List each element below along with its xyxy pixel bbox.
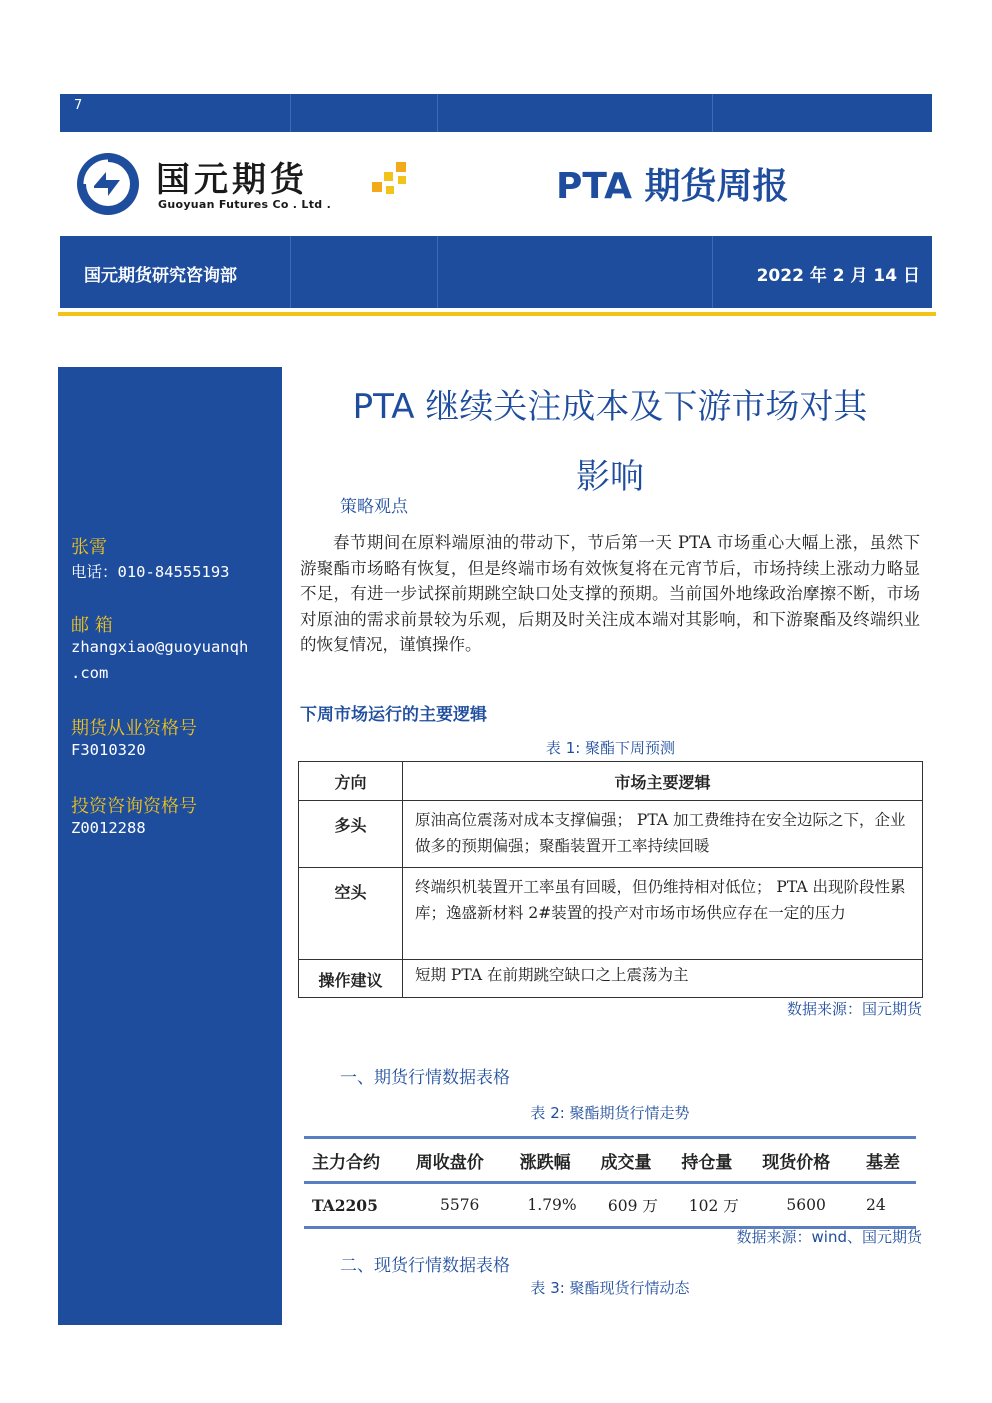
contract-cell: TA2205 <box>304 1183 408 1228</box>
logic-cell: 原油高位震荡对成本支撑偏强； PTA 加工费维持在安全边际之下，企业做多的预期偏强；聚酯装置开工率持续回暖 <box>403 801 923 868</box>
strategy-heading: 策略观点 <box>340 497 408 517</box>
table-row <box>299 868 923 960</box>
company-logo-icon <box>74 150 142 218</box>
top-bar <box>60 94 932 132</box>
forecast-table <box>298 761 923 998</box>
table-header-cell: 现货价格 <box>754 1138 858 1183</box>
author-sidebar <box>58 367 282 1325</box>
report-date: 2022 年 2 月 14 日 <box>756 266 920 286</box>
email-label: 邮 箱 <box>71 615 113 636</box>
divider <box>437 236 438 308</box>
logic-cell: 终端织机装置开工率虽有回暖，但仍维持相对低位； PTA 出现阶段性累库；逸盛新材料 2#装置的投产对市场市场供应存在一定的压力 <box>403 868 923 960</box>
report-title: PTA 期货周报 <box>556 166 789 207</box>
divider <box>290 236 291 308</box>
department-name: 国元期货研究咨询部 <box>84 266 237 286</box>
table-header-cell: 方向 <box>299 762 403 801</box>
table-header-cell: 周收盘价 <box>408 1138 512 1183</box>
author-name: 张霄 <box>71 537 107 558</box>
table-row <box>299 960 923 998</box>
article-title-line-2: 影响 <box>576 457 644 497</box>
article-title <box>300 372 920 512</box>
spot-price-cell: 5600 <box>754 1183 858 1228</box>
company-name-cn: 国元期货 <box>156 160 308 200</box>
table2-caption: 表 2: 聚酯期货行情走势 <box>530 1104 690 1122</box>
volume-cell: 609 万 <box>592 1183 673 1228</box>
table-header-row <box>304 1138 916 1183</box>
divider <box>437 94 438 132</box>
invest-cert-value: Z0012288 <box>71 819 146 837</box>
email-line-1: zhangxiao@guoyuanqh <box>71 638 249 656</box>
table-header-cell: 成交量 <box>592 1138 673 1183</box>
table1-source: 数据来源：国元期货 <box>786 1000 922 1018</box>
basis-cell: 24 <box>858 1183 916 1228</box>
department-bar <box>60 236 932 308</box>
divider <box>712 94 713 132</box>
table-header-cell: 主力合约 <box>304 1138 408 1183</box>
futures-table <box>304 1136 916 1229</box>
divider <box>290 94 291 132</box>
gold-divider <box>58 312 936 316</box>
table-header-row <box>299 762 923 801</box>
page-number: 7 <box>74 98 83 113</box>
email-line-2: .com <box>71 664 109 682</box>
company-name-en: Guoyuan Futures Co . Ltd . <box>158 198 332 211</box>
article-title-line-1: PTA 继续关注成本及下游市场对其 <box>352 387 868 427</box>
direction-cell: 空头 <box>299 868 403 960</box>
open-interest-cell: 102 万 <box>673 1183 754 1228</box>
strategy-paragraph: 春节期间在原料端原油的带动下，节后第一天 PTA 市场重心大幅上涨，虽然下游聚酯市场略有恢复，但是终端市场有效恢复将在元宵节后，市场持续上涨动力略显不足，有进一步试探前期跳空缺口处支撑的预期。当前国外地缘政治摩擦不断，市场对原油的需求前景较为乐观，后期及时关注成本端对其影响，和下游聚酯及终端织业的恢复情况，谨慎操作。 <box>300 533 920 654</box>
invest-cert-label: 投资咨询资格号 <box>71 796 197 817</box>
table2-source: 数据来源：wind、国元期货 <box>736 1228 922 1246</box>
logic-cell: 短期 PTA 在前期跳空缺口之上震荡为主 <box>403 960 923 998</box>
change-cell: 1.79% <box>512 1183 593 1228</box>
table-header-cell: 持仓量 <box>673 1138 754 1183</box>
logo-squares-icon <box>368 158 412 198</box>
table-header-cell: 涨跌幅 <box>512 1138 593 1183</box>
direction-cell: 操作建议 <box>299 960 403 998</box>
section1-heading: 一、期货行情数据表格 <box>340 1068 510 1088</box>
futures-cert-label: 期货从业资格号 <box>71 718 197 739</box>
table-row <box>299 801 923 868</box>
table-row <box>304 1183 916 1228</box>
direction-cell: 多头 <box>299 801 403 868</box>
table1-caption: 表 1: 聚酯下周预测 <box>545 739 676 757</box>
close-price-cell: 5576 <box>408 1183 512 1228</box>
section2-heading: 二、现货行情数据表格 <box>340 1256 510 1276</box>
logic-heading: 下周市场运行的主要逻辑 <box>300 705 487 725</box>
table-header-cell: 基差 <box>858 1138 916 1183</box>
table3-caption: 表 3: 聚酯现货行情动态 <box>530 1279 690 1297</box>
author-phone: 电话：010-84555193 <box>71 563 230 581</box>
futures-cert-value: F3010320 <box>71 741 146 759</box>
table-header-cell: 市场主要逻辑 <box>403 762 923 801</box>
divider <box>712 236 713 308</box>
